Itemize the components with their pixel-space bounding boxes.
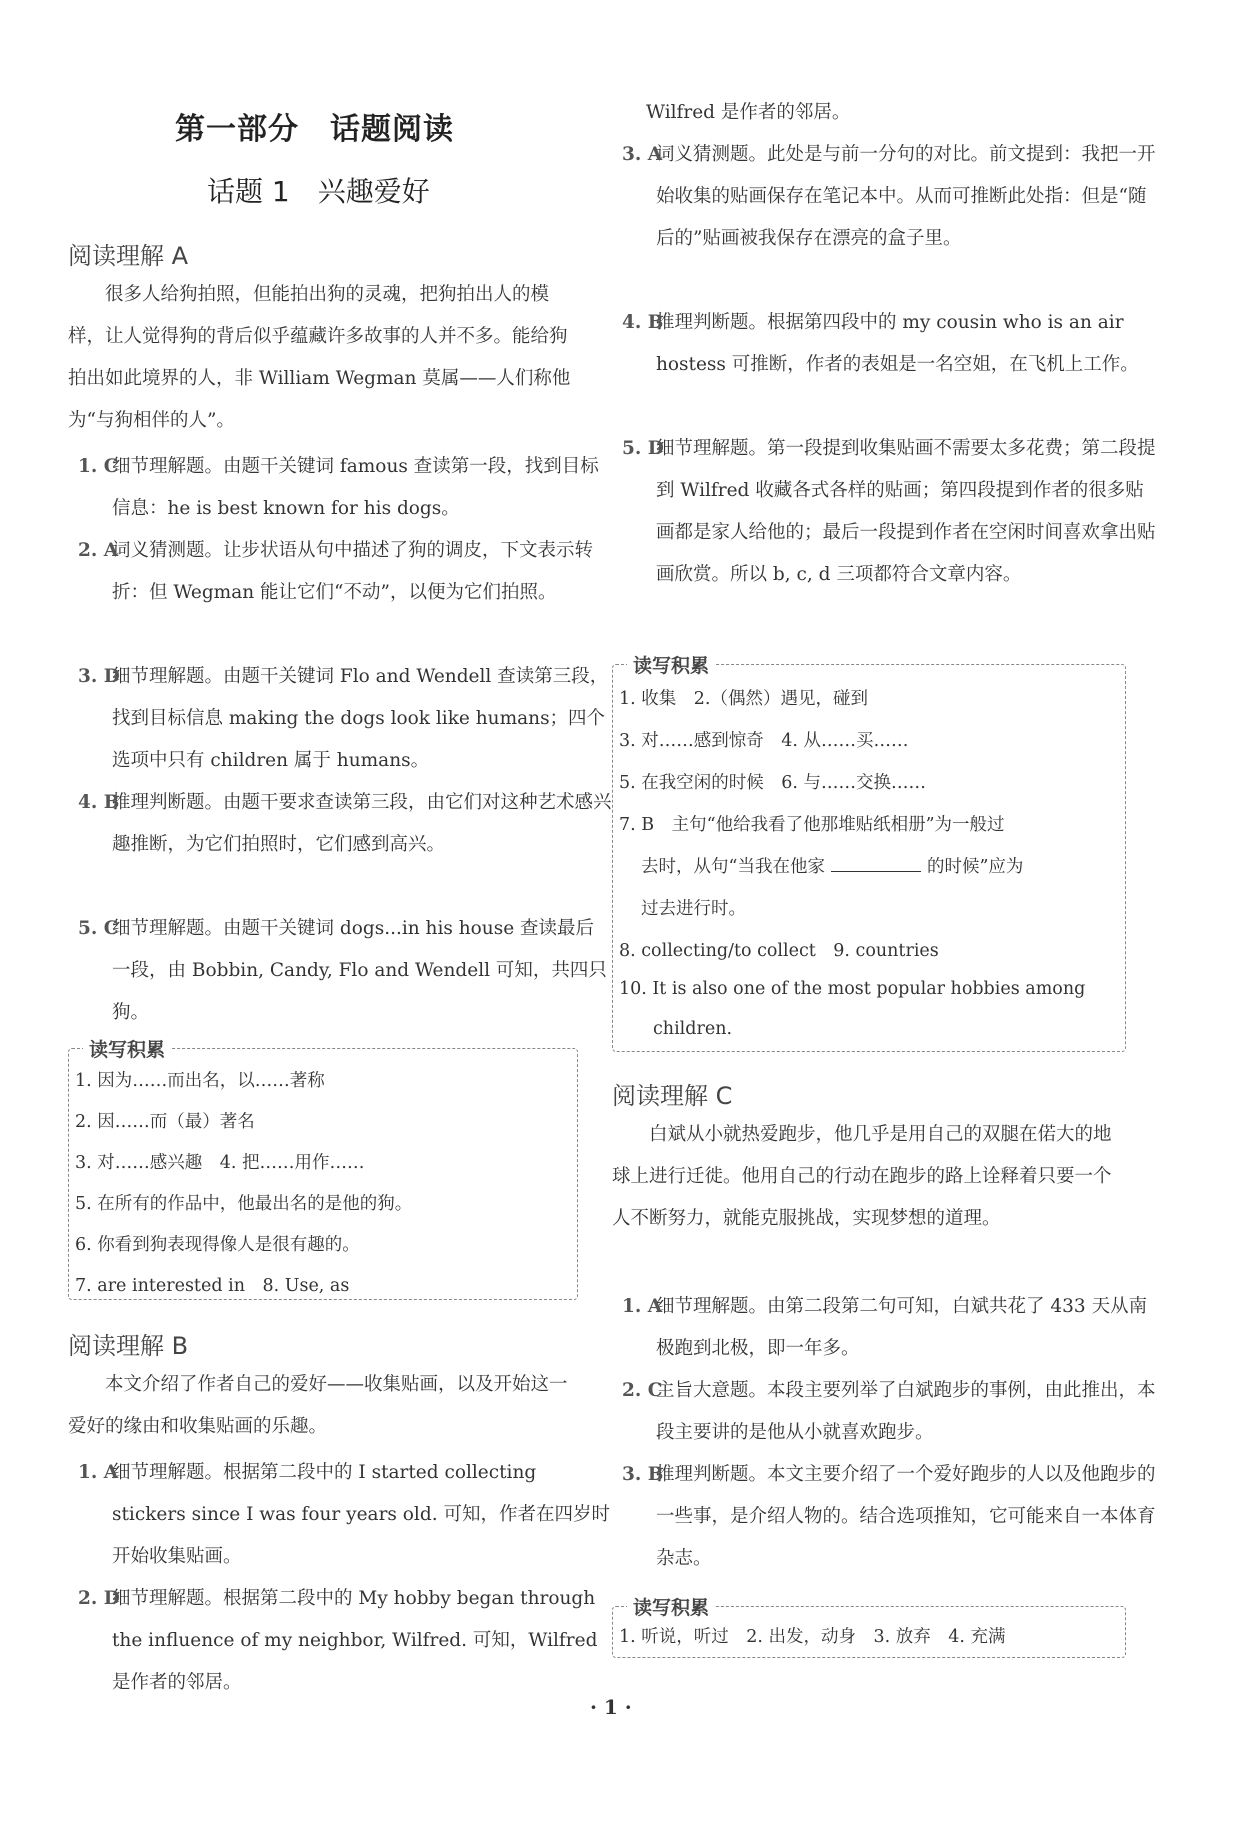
answer-text: 细节理解题。第一段提到收集贴画不需要太多花费；第二段提到 Wilfred 收藏各式各样的贴画；第四段提到作者的很多贴画都是家人给他的；最后一段提到作者在空闲时间喜欢拿出贴画欣赏。所以 b, c, d 三项都符合文章内容。 (656, 438, 1156, 585)
section-c-heading: 阅读理解 C (612, 1082, 733, 1110)
section-a-answer-3 (78, 656, 612, 782)
answer-text: 细节理解题。由题干关键词 Flo and Wendell 查读第三段，找到目标信息 making the dogs look like humans；四个选项中只有 children 属于 humans。 (112, 666, 609, 771)
section-a-heading: 阅读理解 A (68, 242, 189, 270)
page-number: · 1 · (590, 1695, 632, 1719)
answer-text: 细节理解题。由题干关键词 dogs...in his house 查读最后一段，由 Bobbin, Candy, Flo and Wendell 可知，共四只狗。 (112, 918, 607, 1023)
vocab-line: 2. 因……而（最）著名 (75, 1112, 255, 1132)
section-c-answer-1 (622, 1286, 1156, 1370)
section-b-answer-4 (622, 302, 1156, 386)
vocab-line: 3. 对……感到惊奇 4. 从……买…… (619, 731, 909, 751)
answer-number: 1. A (622, 1296, 663, 1317)
answer-text: 推理判断题。由题干要求查读第三段，由它们对这种艺术感兴趣推断，为它们拍照时，它们感到高兴。 (112, 792, 612, 855)
vocab-line: 5. 在我空闲的时候 6. 与……交换…… (619, 773, 927, 793)
fill-blank (831, 853, 921, 872)
answer-text: 推理判断题。根据第四段中的 my cousin who is an air hostess 可推断，作者的表姐是一名空姐，在飞机上工作。 (656, 312, 1139, 375)
section-c-vocab-box (612, 1597, 1126, 1658)
vocab-line: 过去进行时。 (641, 899, 746, 919)
answer-number: 5. D (622, 438, 664, 459)
section-b-answer-1 (78, 1452, 612, 1578)
vocab-line: 7. are interested in 8. Use, as (75, 1276, 350, 1296)
section-c-answer-3 (622, 1454, 1156, 1580)
topic-title: 话题 1 兴趣爱好 (207, 175, 430, 208)
answer-number: 2. C (622, 1380, 663, 1401)
vocab-line-part: 去时，从句“当我在他家 (641, 857, 825, 877)
vocab-line: 1. 因为……而出名，以……著称 (75, 1071, 325, 1091)
part-title: 第一部分 话题阅读 (175, 112, 454, 147)
answer-text: 词义猜测题。此处是与前一分句的对比。前文提到：我把一开始收集的贴画保存在笔记本中。从而可推断此处指：但是“随后的”贴画被我保存在漂亮的盒子里。 (656, 144, 1156, 249)
answer-number: 1. C (78, 456, 119, 477)
vocab-box-label: 读写积累 (627, 651, 715, 678)
answer-number: 3. D (78, 666, 120, 687)
answer-text: 主旨大意题。本段主要列举了白斌跑步的事例，由此推出，本段主要讲的是他从小就喜欢跑步。 (656, 1380, 1156, 1443)
vocab-box-label: 读写积累 (627, 1593, 715, 1620)
vocab-line: 6. 你看到狗表现得像人是很有趣的。 (75, 1235, 360, 1255)
answer-text: 细节理解题。根据第二段中的 My hobby began through the influence of my neighbor, Wilfred. 可知，Wilfred 是作者的邻居。 (112, 1588, 598, 1693)
section-b-answer-3 (622, 134, 1156, 260)
section-b-vocab-box (612, 655, 1126, 1052)
vocab-line: 8. collecting/to collect 9. countries (619, 941, 939, 961)
section-a-answer-5 (78, 908, 612, 1034)
answer-number: 2. A (78, 540, 119, 561)
vocab-line: children. (653, 1019, 733, 1039)
section-a-answer-4 (78, 782, 612, 866)
section-b-intro: 本文介绍了作者自己的爱好——收集贴画，以及开始这一爱好的缘由和收集贴画的乐趣。 (68, 1374, 568, 1437)
answer-number: 5. C (78, 918, 119, 939)
answer-number: 2. D (78, 1588, 120, 1609)
answer-number: 3. A (622, 144, 663, 165)
vocab-line: 5. 在所有的作品中，他最出名的是他的狗。 (75, 1194, 413, 1214)
vocab-box-label: 读写积累 (83, 1035, 171, 1062)
answer-text: 细节理解题。根据第二段中的 I started collecting stickers since I was four years old. 可知，作者在四岁时开始收集贴画。 (112, 1462, 610, 1567)
section-a-answer-1 (78, 446, 612, 530)
answer-number: 4. B (78, 792, 120, 813)
section-c-intro: 白斌从小就热爱跑步，他几乎是用自己的双腿在偌大的地球上进行迁徙。他用自己的行动在跑步的路上诠释着只要一个人不断努力，就能克服挑战，实现梦想的道理。 (612, 1124, 1112, 1229)
section-c-answer-2 (622, 1370, 1156, 1454)
vocab-line-part: 的时候”应为 (926, 857, 1024, 877)
answer-number: 1. A (78, 1462, 119, 1483)
answer-text: 细节理解题。由第二段第二句可知，白斌共花了 433 天从南极跑到北极，即一年多。 (656, 1296, 1148, 1359)
vocab-line: 7. B 主句“他给我看了他那堆贴纸相册”为一般过 (619, 815, 1005, 835)
vocab-line (641, 853, 1023, 878)
section-a-intro: 很多人给狗拍照，但能拍出狗的灵魂，把狗拍出人的模样，让人觉得狗的背后似乎蕴藏许多故事的人并不多。能给狗拍出如此境界的人，非 William Wegman 莫属——人们称他为“与狗相伴的人”。 (68, 284, 571, 431)
section-b-answer-5 (622, 428, 1156, 596)
answer-number: 3. B (622, 1464, 664, 1485)
vocab-line: 1. 收集 2.（偶然）遇见，碰到 (619, 689, 868, 709)
section-b-answer-2 (78, 1578, 612, 1693)
answer-text: 词义猜测题。让步状语从句中描述了狗的调皮，下文表示转折：但 Wegman 能让它们“不动”，以便为它们拍照。 (112, 540, 594, 603)
section-a-answer-2 (78, 530, 612, 614)
section-b-heading: 阅读理解 B (68, 1332, 189, 1360)
section-a-vocab-box (68, 1039, 578, 1300)
vocab-line: 10. It is also one of the most popular hobbies among (619, 979, 1086, 999)
answer-number: 4. B (622, 312, 664, 333)
vocab-line: 1. 听说，听过 2. 出发，动身 3. 放弃 4. 充满 (619, 1627, 1006, 1647)
answer-text: 细节理解题。由题干关键词 famous 查读第一段，找到目标信息：he is best known for his dogs。 (112, 456, 599, 519)
continued-text: Wilfred 是作者的邻居。 (646, 102, 851, 123)
vocab-line: 3. 对……感兴趣 4. 把……用作…… (75, 1153, 365, 1173)
answer-text: 推理判断题。本文主要介绍了一个爱好跑步的人以及他跑步的一些事，是介绍人物的。结合选项推知，它可能来自一本体育杂志。 (656, 1464, 1156, 1569)
